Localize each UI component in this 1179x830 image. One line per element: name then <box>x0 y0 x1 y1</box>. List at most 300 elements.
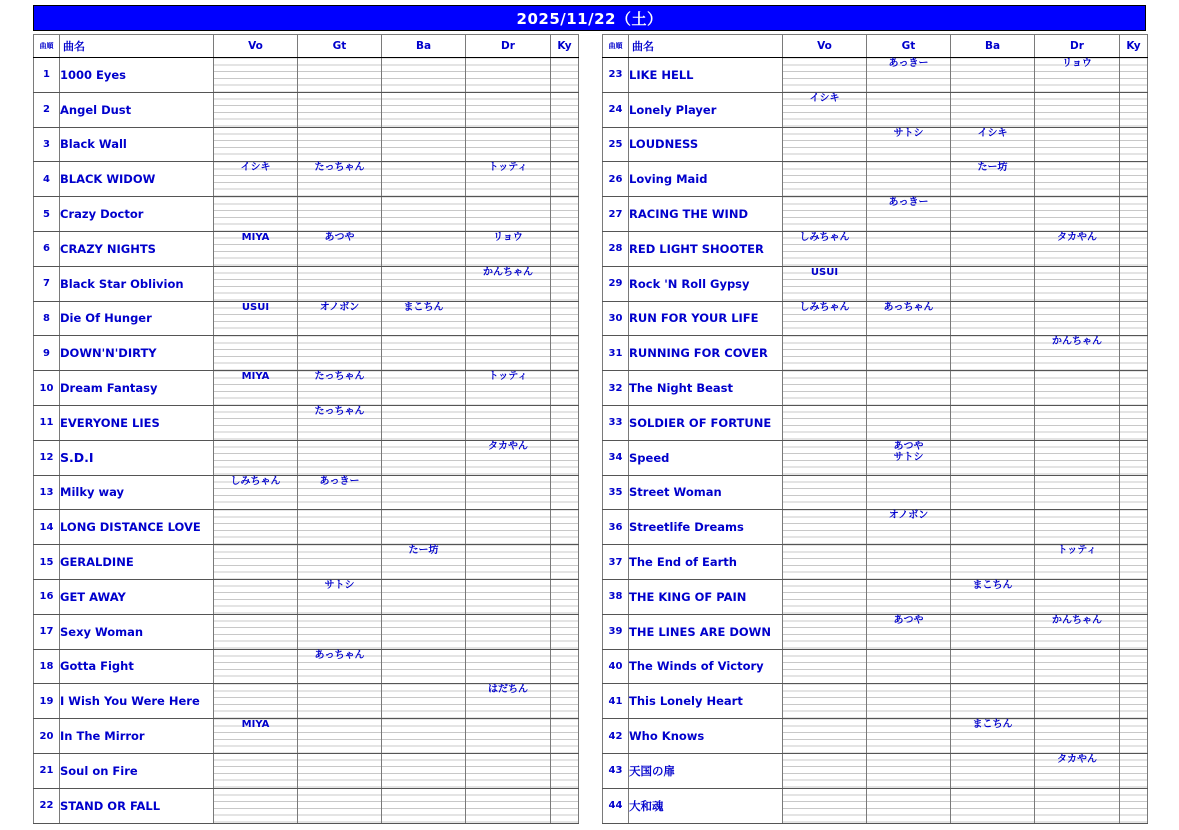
keyboard-cell <box>551 405 579 440</box>
drums-cell <box>1035 719 1120 754</box>
member-name: まこちん <box>972 719 1013 731</box>
drums-cell <box>466 440 551 475</box>
song-title: Black Wall <box>60 127 214 162</box>
vocal-cell <box>214 579 298 614</box>
table-row <box>34 614 579 649</box>
drums-cell <box>1035 545 1120 580</box>
guitar-cell <box>867 301 951 336</box>
member-name: トッティ <box>488 371 528 383</box>
song-order-number: 22 <box>34 788 60 823</box>
song-title: S.D.I <box>60 440 214 475</box>
bass-cell <box>382 231 466 266</box>
song-title: The Night Beast <box>629 371 783 406</box>
vocal-cell <box>214 545 298 580</box>
bass-cell <box>951 545 1035 580</box>
song-title: LONG DISTANCE LOVE <box>60 510 214 545</box>
bass-cell <box>382 301 466 336</box>
guitar-cell <box>298 440 382 475</box>
guitar-cell <box>298 301 382 336</box>
table-row <box>603 475 1148 510</box>
vocal-cell <box>214 614 298 649</box>
table-row <box>34 162 579 197</box>
table-row <box>603 788 1148 823</box>
member-name: あつや <box>893 614 924 626</box>
song-title: LOUDNESS <box>629 127 783 162</box>
guitar-cell <box>298 336 382 371</box>
vocal-cell <box>783 719 867 754</box>
sheet-title: 2025/11/22（土） <box>33 5 1146 31</box>
member-name: サトシ <box>324 579 355 591</box>
keyboard-cell <box>551 510 579 545</box>
table-header-row <box>34 35 579 58</box>
header-song-title: 曲名 <box>60 35 214 58</box>
drums-cell <box>466 301 551 336</box>
song-title: THE LINES ARE DOWN <box>629 614 783 649</box>
guitar-cell <box>298 405 382 440</box>
header-vocal: Vo <box>214 35 298 58</box>
vocal-cell <box>214 162 298 197</box>
song-order-number: 7 <box>34 266 60 301</box>
keyboard-cell <box>551 719 579 754</box>
drums-cell <box>1035 92 1120 127</box>
table-row <box>34 753 579 788</box>
vocal-cell <box>214 753 298 788</box>
keyboard-cell <box>551 753 579 788</box>
song-title: Angel Dust <box>60 92 214 127</box>
guitar-cell <box>298 92 382 127</box>
table-row <box>34 719 579 754</box>
keyboard-cell <box>1120 440 1148 475</box>
guitar-cell <box>867 58 951 93</box>
keyboard-cell <box>1120 231 1148 266</box>
drums-cell <box>1035 162 1120 197</box>
member-name: たー坊 <box>408 545 439 557</box>
drums-cell <box>466 231 551 266</box>
vocal-cell <box>783 127 867 162</box>
vocal-cell <box>783 614 867 649</box>
song-order-number: 43 <box>603 753 629 788</box>
song-title: RUN FOR YOUR LIFE <box>629 301 783 336</box>
table-row <box>34 266 579 301</box>
song-order-number: 29 <box>603 266 629 301</box>
drums-cell <box>1035 231 1120 266</box>
guitar-cell <box>298 266 382 301</box>
song-title: Crazy Doctor <box>60 197 214 232</box>
keyboard-cell <box>1120 719 1148 754</box>
song-order-number: 10 <box>34 371 60 406</box>
vocal-cell <box>214 336 298 371</box>
song-order-number: 12 <box>34 440 60 475</box>
drums-cell <box>1035 336 1120 371</box>
song-title: EVERYONE LIES <box>60 405 214 440</box>
bass-cell <box>382 545 466 580</box>
keyboard-cell <box>1120 197 1148 232</box>
member-name: イシキ <box>977 127 1008 139</box>
song-title: 大和魂 <box>629 788 783 823</box>
bass-cell <box>382 92 466 127</box>
bass-cell <box>382 649 466 684</box>
keyboard-cell <box>1120 127 1148 162</box>
keyboard-cell <box>551 788 579 823</box>
keyboard-cell <box>551 649 579 684</box>
song-title: 1000 Eyes <box>60 58 214 93</box>
keyboard-cell <box>1120 649 1148 684</box>
guitar-cell <box>298 58 382 93</box>
song-order-number: 37 <box>603 545 629 580</box>
vocal-cell <box>783 475 867 510</box>
member-name: まこちん <box>972 579 1013 591</box>
drums-cell <box>466 684 551 719</box>
song-order-number: 33 <box>603 405 629 440</box>
table-row <box>34 336 579 371</box>
table-row <box>603 162 1148 197</box>
song-order-number: 14 <box>34 510 60 545</box>
member-name: たっちゃん <box>314 162 365 174</box>
drums-cell <box>466 92 551 127</box>
keyboard-cell <box>1120 475 1148 510</box>
bass-cell <box>382 266 466 301</box>
table-row <box>34 371 579 406</box>
guitar-cell <box>298 649 382 684</box>
keyboard-cell <box>1120 58 1148 93</box>
guitar-cell <box>298 127 382 162</box>
table-row <box>34 231 579 266</box>
song-order-number: 39 <box>603 614 629 649</box>
song-title: I Wish You Were Here <box>60 684 214 719</box>
song-order-number: 41 <box>603 684 629 719</box>
bass-cell <box>951 719 1035 754</box>
table-row <box>34 301 579 336</box>
table-row <box>603 719 1148 754</box>
drums-cell <box>466 614 551 649</box>
table-row <box>603 440 1148 475</box>
keyboard-cell <box>551 231 579 266</box>
setlist-table-left <box>33 34 579 824</box>
table-row <box>603 753 1148 788</box>
bass-cell <box>382 614 466 649</box>
song-order-number: 11 <box>34 405 60 440</box>
bass-cell <box>951 684 1035 719</box>
song-title: Gotta Fight <box>60 649 214 684</box>
bass-cell <box>382 475 466 510</box>
vocal-cell <box>783 371 867 406</box>
bass-cell <box>951 475 1035 510</box>
bass-cell <box>951 266 1035 301</box>
keyboard-cell <box>551 92 579 127</box>
member-name: MIYA <box>241 719 270 731</box>
bass-cell <box>951 92 1035 127</box>
header-order: 曲順 <box>34 35 60 58</box>
drums-cell <box>466 162 551 197</box>
song-title: Soul on Fire <box>60 753 214 788</box>
bass-cell <box>951 58 1035 93</box>
vocal-cell <box>214 649 298 684</box>
keyboard-cell <box>551 614 579 649</box>
vocal-cell <box>214 266 298 301</box>
guitar-cell <box>298 162 382 197</box>
song-title: GERALDINE <box>60 545 214 580</box>
keyboard-cell <box>1120 753 1148 788</box>
song-title: THE KING OF PAIN <box>629 579 783 614</box>
guitar-cell <box>867 788 951 823</box>
keyboard-cell <box>1120 545 1148 580</box>
member-name: USUI <box>810 266 839 278</box>
song-order-number: 31 <box>603 336 629 371</box>
song-title: Streetlife Dreams <box>629 510 783 545</box>
bass-cell <box>382 197 466 232</box>
song-order-number: 30 <box>603 301 629 336</box>
vocal-cell <box>783 197 867 232</box>
song-title: Street Woman <box>629 475 783 510</box>
vocal-cell <box>214 510 298 545</box>
drums-cell <box>1035 127 1120 162</box>
header-drums: Dr <box>466 35 551 58</box>
vocal-cell <box>783 162 867 197</box>
guitar-cell <box>298 545 382 580</box>
bass-cell <box>382 440 466 475</box>
song-order-number: 42 <box>603 719 629 754</box>
table-row <box>603 336 1148 371</box>
drums-cell <box>1035 58 1120 93</box>
keyboard-cell <box>551 475 579 510</box>
song-title: Sexy Woman <box>60 614 214 649</box>
song-order-number: 36 <box>603 510 629 545</box>
drums-cell <box>466 475 551 510</box>
member-name: たっちゃん <box>314 405 365 417</box>
song-title: Who Knows <box>629 719 783 754</box>
header-order: 曲順 <box>603 35 629 58</box>
song-title: RUNNING FOR COVER <box>629 336 783 371</box>
guitar-cell <box>867 579 951 614</box>
drums-cell <box>466 336 551 371</box>
header-bass: Ba <box>382 35 466 58</box>
drums-cell <box>466 371 551 406</box>
drums-cell <box>1035 440 1120 475</box>
keyboard-cell <box>551 336 579 371</box>
guitar-cell <box>867 371 951 406</box>
song-order-number: 32 <box>603 371 629 406</box>
guitar-cell <box>867 614 951 649</box>
table-row <box>603 684 1148 719</box>
table-row <box>34 545 579 580</box>
header-song-title: 曲名 <box>629 35 783 58</box>
member-name: しみちゃん <box>230 475 281 487</box>
table-row <box>603 266 1148 301</box>
drums-cell <box>466 788 551 823</box>
drums-cell <box>1035 614 1120 649</box>
member-name: たっちゃん <box>314 371 365 383</box>
table-row <box>603 197 1148 232</box>
song-title: The End of Earth <box>629 545 783 580</box>
drums-cell <box>1035 788 1120 823</box>
member-name: はだちん <box>488 684 528 696</box>
song-order-number: 25 <box>603 127 629 162</box>
vocal-cell <box>783 684 867 719</box>
vocal-cell <box>783 405 867 440</box>
vocal-cell <box>214 92 298 127</box>
guitar-cell <box>867 92 951 127</box>
bass-cell <box>951 336 1035 371</box>
keyboard-cell <box>1120 371 1148 406</box>
vocal-cell <box>214 301 298 336</box>
header-vocal: Vo <box>783 35 867 58</box>
song-title: Speed <box>629 440 783 475</box>
song-order-number: 5 <box>34 197 60 232</box>
song-title: RACING THE WIND <box>629 197 783 232</box>
song-title: RED LIGHT SHOOTER <box>629 231 783 266</box>
bass-cell <box>951 614 1035 649</box>
drums-cell <box>1035 197 1120 232</box>
song-order-number: 38 <box>603 579 629 614</box>
bass-cell <box>951 371 1035 406</box>
keyboard-cell <box>1120 788 1148 823</box>
song-order-number: 19 <box>34 684 60 719</box>
guitar-cell <box>298 475 382 510</box>
vocal-cell <box>783 266 867 301</box>
guitar-cell <box>867 231 951 266</box>
member-name: かんちゃん <box>483 266 533 278</box>
drums-cell <box>466 579 551 614</box>
song-order-number: 44 <box>603 788 629 823</box>
vocal-cell <box>783 440 867 475</box>
member-name: まこちん <box>403 301 444 313</box>
guitar-cell <box>867 719 951 754</box>
member-name: イシキ <box>240 162 271 174</box>
keyboard-cell <box>551 301 579 336</box>
bass-cell <box>382 371 466 406</box>
table-row <box>34 510 579 545</box>
table-row <box>603 545 1148 580</box>
drums-cell <box>466 197 551 232</box>
song-title: SOLDIER OF FORTUNE <box>629 405 783 440</box>
table-row <box>34 405 579 440</box>
bass-cell <box>951 301 1035 336</box>
guitar-cell <box>867 440 951 475</box>
guitar-cell <box>867 162 951 197</box>
bass-cell <box>382 719 466 754</box>
table-row <box>34 684 579 719</box>
keyboard-cell <box>551 127 579 162</box>
song-order-number: 1 <box>34 58 60 93</box>
guitar-cell <box>298 719 382 754</box>
song-title: Loving Maid <box>629 162 783 197</box>
header-keyboard: Ky <box>551 35 579 58</box>
member-name: タカやん <box>1057 753 1097 765</box>
bass-cell <box>382 510 466 545</box>
table-row <box>603 127 1148 162</box>
drums-cell <box>466 649 551 684</box>
member-name: タカやん <box>488 440 528 452</box>
table-row <box>603 371 1148 406</box>
vocal-cell <box>783 58 867 93</box>
setlist-table-right <box>602 34 1148 824</box>
keyboard-cell <box>551 545 579 580</box>
member-name: MIYA <box>241 371 270 383</box>
bass-cell <box>382 405 466 440</box>
keyboard-cell <box>1120 684 1148 719</box>
vocal-cell <box>214 684 298 719</box>
bass-cell <box>382 127 466 162</box>
keyboard-cell <box>551 162 579 197</box>
drums-cell <box>1035 475 1120 510</box>
member-name: サトシ <box>893 127 924 139</box>
vocal-cell <box>783 301 867 336</box>
guitar-cell <box>867 684 951 719</box>
table-row <box>34 788 579 823</box>
table-row <box>603 58 1148 93</box>
member-name: オノボン <box>888 510 929 522</box>
song-order-number: 8 <box>34 301 60 336</box>
song-order-number: 34 <box>603 440 629 475</box>
vocal-cell <box>783 788 867 823</box>
guitar-cell <box>867 475 951 510</box>
vocal-cell <box>214 475 298 510</box>
table-row <box>603 301 1148 336</box>
drums-cell <box>1035 266 1120 301</box>
keyboard-cell <box>1120 405 1148 440</box>
keyboard-cell <box>551 197 579 232</box>
keyboard-cell <box>1120 510 1148 545</box>
member-name: あっちゃん <box>883 301 934 313</box>
keyboard-cell <box>1120 614 1148 649</box>
guitar-cell <box>298 788 382 823</box>
song-title: Milky way <box>60 475 214 510</box>
keyboard-cell <box>551 684 579 719</box>
vocal-cell <box>214 58 298 93</box>
bass-cell <box>382 162 466 197</box>
header-drums: Dr <box>1035 35 1120 58</box>
song-title: Black Star Oblivion <box>60 266 214 301</box>
guitar-cell <box>298 614 382 649</box>
member-name: イシキ <box>809 92 840 104</box>
song-order-number: 4 <box>34 162 60 197</box>
bass-cell <box>382 753 466 788</box>
keyboard-cell <box>551 58 579 93</box>
header-guitar: Gt <box>867 35 951 58</box>
song-title: 天国の扉 <box>629 753 783 788</box>
vocal-cell <box>783 336 867 371</box>
keyboard-cell <box>551 371 579 406</box>
member-name: タカやん <box>1057 231 1097 243</box>
vocal-cell <box>783 231 867 266</box>
song-order-number: 15 <box>34 545 60 580</box>
bass-cell <box>382 684 466 719</box>
table-row <box>603 579 1148 614</box>
guitar-cell <box>298 753 382 788</box>
drums-cell <box>466 127 551 162</box>
member-name: しみちゃん <box>799 301 850 313</box>
table-row <box>34 649 579 684</box>
song-order-number: 13 <box>34 475 60 510</box>
song-order-number: 2 <box>34 92 60 127</box>
bass-cell <box>382 58 466 93</box>
song-order-number: 24 <box>603 92 629 127</box>
table-row <box>34 197 579 232</box>
guitar-cell <box>298 371 382 406</box>
guitar-cell <box>867 405 951 440</box>
bass-cell <box>951 753 1035 788</box>
member-name: あつや <box>324 231 355 243</box>
member-name: リョウ <box>1062 58 1092 69</box>
drums-cell <box>1035 753 1120 788</box>
song-title: The Winds of Victory <box>629 649 783 684</box>
vocal-cell <box>783 510 867 545</box>
drums-cell <box>466 510 551 545</box>
bass-cell <box>382 336 466 371</box>
member-name: しみちゃん <box>799 231 850 243</box>
drums-cell <box>1035 371 1120 406</box>
keyboard-cell <box>1120 336 1148 371</box>
